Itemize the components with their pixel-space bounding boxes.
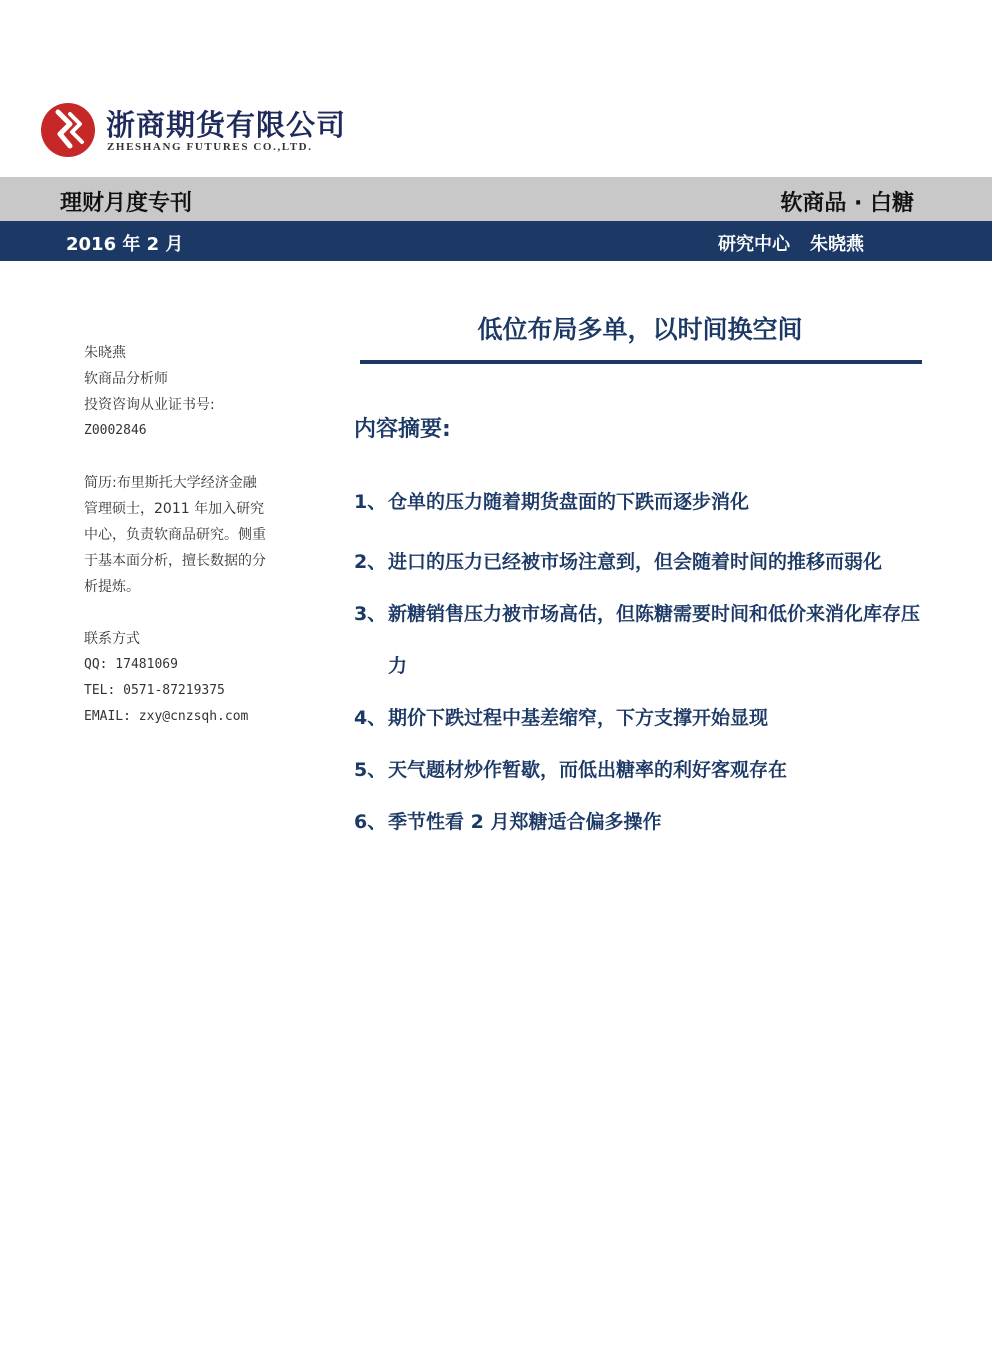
- bio-line: 于基本面分析，擅长数据的分: [84, 553, 266, 569]
- summary-point: [354, 692, 934, 744]
- contact-qq: QQ: 17481069: [84, 657, 178, 672]
- point-text: 天气题材炒作暂歇，而低出糖率的利好客观存在: [388, 759, 788, 781]
- point-number: 4、: [354, 707, 387, 729]
- date-band: [0, 221, 992, 261]
- point-text: 新糖销售压力被市场高估，但陈糖需要时间和低价来消化库存压力: [388, 603, 921, 677]
- zheshang-logo-icon: [40, 102, 96, 158]
- point-number: 6、: [354, 811, 387, 833]
- bio-line: 中心，负责软商品研究。侧重: [84, 527, 266, 543]
- publication-title: 理财月度专刊: [60, 191, 193, 216]
- summary-point: [354, 476, 934, 528]
- company-name-en: ZHESHANG FUTURES CO.,LTD.: [107, 141, 313, 153]
- company-name-cn: 浙商期货有限公司: [106, 108, 347, 142]
- department: 研究中心: [718, 234, 790, 255]
- report-category: 软商品 · 白糖: [780, 191, 914, 216]
- point-number: 5、: [354, 759, 387, 781]
- report-byline: [718, 230, 864, 256]
- publication-band: [0, 177, 992, 221]
- contact-title: 联系方式: [84, 631, 140, 647]
- analyst-role: 软商品分析师: [84, 371, 168, 387]
- report-title: 低位布局多单，以时间换空间: [477, 315, 803, 344]
- title-divider: [360, 360, 922, 364]
- analyst-name: 朱晓燕: [84, 345, 126, 361]
- report-date: 2016 年 2 月: [66, 234, 184, 255]
- cert-number: Z0002846: [84, 423, 147, 438]
- point-number: 1、: [354, 491, 387, 513]
- point-number: 2、: [354, 551, 387, 573]
- summary-heading: 内容摘要:: [354, 417, 451, 442]
- point-number: 3、: [354, 603, 387, 625]
- point-text: 进口的压力已经被市场注意到，但会随着时间的推移而弱化: [388, 551, 883, 573]
- bio-line: 析提炼。: [84, 579, 140, 595]
- summary-point: [354, 536, 934, 588]
- summary-points: [354, 476, 934, 848]
- contact-tel: TEL: 0571-87219375: [84, 683, 225, 698]
- cert-label: 投资咨询从业证书号:: [84, 397, 215, 413]
- point-text: 季节性看 2 月郑糖适合偏多操作: [388, 811, 662, 833]
- summary-point: [354, 744, 934, 796]
- author-name: 朱晓燕: [810, 234, 864, 255]
- summary-point: [354, 588, 934, 692]
- bio-line: 管理硕士，2011 年加入研究: [84, 501, 265, 517]
- point-text: 期价下跌过程中基差缩窄，下方支撑开始显现: [388, 707, 769, 729]
- bio-line: 简历:布里斯托大学经济金融: [84, 475, 257, 491]
- contact-email[interactable]: EMAIL: zxy@cnzsqh.com: [84, 709, 249, 724]
- summary-point: [354, 796, 934, 848]
- point-text: 仓单的压力随着期货盘面的下跌而逐步消化: [388, 491, 750, 513]
- analyst-sidebar: [84, 340, 284, 730]
